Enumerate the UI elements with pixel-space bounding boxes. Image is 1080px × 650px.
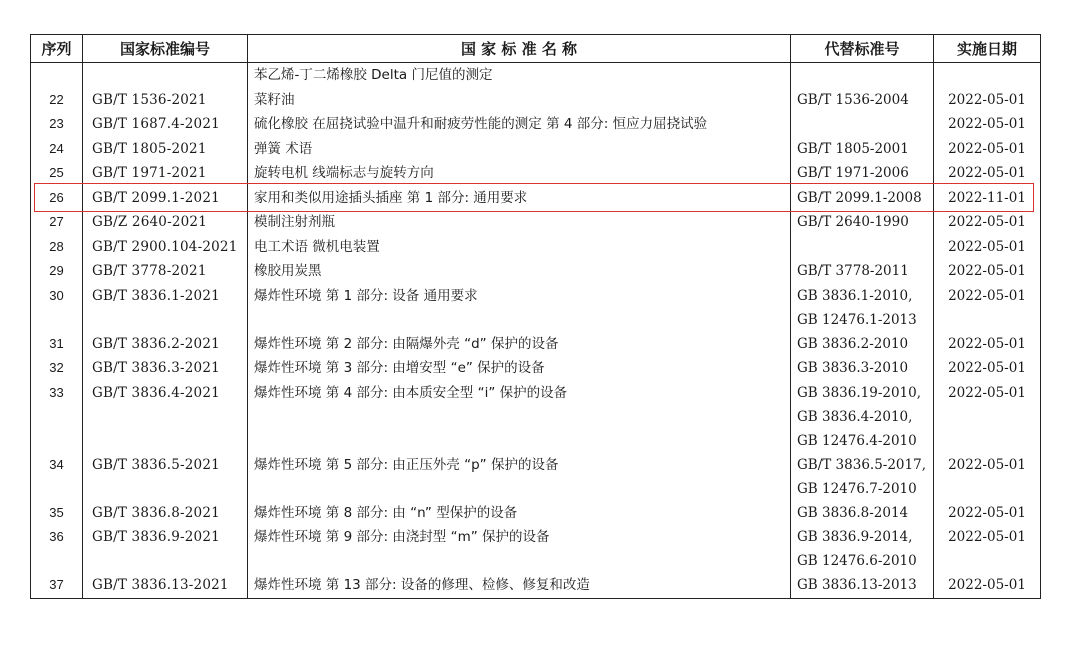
cell-standard-name: 硫化橡胶 在屈挠试验中温升和耐疲劳性能的测定 第 4 部分: 恒应力屈挠试验 <box>248 112 791 137</box>
standards-table <box>30 34 1041 599</box>
header-implementation-date: 实施日期 <box>934 35 1041 63</box>
cell-seq: 32 <box>31 356 83 381</box>
cell-implementation-date: 2022-05-01 <box>934 210 1041 235</box>
cell-standard-name: 爆炸性环境 第 1 部分: 设备 通用要求 <box>248 284 791 332</box>
cell-seq: 33 <box>31 381 83 453</box>
table-row <box>31 63 1041 88</box>
replaced-standard-line: GB 12476.6-2010 <box>797 553 917 569</box>
cell-standard-code: GB/T 3836.3-2021 <box>83 356 248 381</box>
cell-implementation-date: 2022-05-01 <box>934 88 1041 113</box>
cell-implementation-date: 2022-05-01 <box>934 112 1041 137</box>
cell-standard-code: GB/T 1971-2021 <box>83 161 248 186</box>
replaced-standard-line: GB 12476.7-2010 <box>797 480 917 497</box>
table-row <box>31 259 1041 284</box>
cell-implementation-date: 2022-05-01 <box>934 453 1041 501</box>
cell-standard-code: GB/T 2900.104-2021 <box>83 235 248 260</box>
cell-standard-name: 弹簧 术语 <box>248 137 791 162</box>
cell-replaced-standard <box>791 356 934 381</box>
cell-standard-code: GB/T 3836.8-2021 <box>83 501 248 526</box>
cell-replaced-standard <box>791 210 934 235</box>
table-row <box>31 356 1041 381</box>
replaced-standard-line: GB 3836.2-2010 <box>797 335 909 352</box>
replaced-standard-line: GB 3836.13-2013 <box>797 577 917 593</box>
cell-seq: 28 <box>31 235 83 260</box>
cell-replaced-standard <box>791 63 934 88</box>
cell-replaced-standard <box>791 381 934 453</box>
cell-standard-code: GB/T 2099.1-2021 <box>83 186 248 211</box>
cell-seq: 37 <box>31 573 83 598</box>
cell-seq <box>31 63 83 88</box>
cell-standard-name: 爆炸性环境 第 5 部分: 由正压外壳 “p” 保护的设备 <box>248 453 791 501</box>
cell-implementation-date: 2022-05-01 <box>934 259 1041 284</box>
replaced-standard-line: GB 3836.9-2014, <box>797 529 913 545</box>
replaced-standard-line: GB/T 2099.1-2008 <box>797 189 922 206</box>
cell-replaced-standard <box>791 525 934 573</box>
table-body <box>31 63 1041 599</box>
table-row <box>31 161 1041 186</box>
table-row <box>31 501 1041 526</box>
table-row <box>31 332 1041 357</box>
cell-standard-name: 爆炸性环境 第 8 部分: 由 “n” 型保护的设备 <box>248 501 791 526</box>
cell-replaced-standard <box>791 88 934 113</box>
cell-seq: 22 <box>31 88 83 113</box>
replaced-standard-line: GB 3836.1-2010, <box>797 287 913 304</box>
cell-standard-name: 家用和类似用途插头插座 第 1 部分: 通用要求 <box>248 186 791 211</box>
cell-standard-code: GB/T 3836.4-2021 <box>83 381 248 453</box>
table-row <box>31 210 1041 235</box>
cell-replaced-standard <box>791 332 934 357</box>
standards-table-container <box>30 34 1040 599</box>
cell-standard-code: GB/Z 2640-2021 <box>83 210 248 235</box>
table-row <box>31 186 1041 211</box>
cell-seq: 26 <box>31 186 83 211</box>
replaced-standard-line: GB/T 3778-2011 <box>797 263 909 279</box>
cell-implementation-date: 2022-05-01 <box>934 381 1041 453</box>
cell-implementation-date: 2022-11-01 <box>934 186 1041 211</box>
cell-replaced-standard <box>791 137 934 162</box>
cell-seq: 24 <box>31 137 83 162</box>
cell-standard-code: GB/T 3778-2021 <box>83 259 248 284</box>
cell-standard-name: 爆炸性环境 第 13 部分: 设备的修理、检修、修复和改造 <box>248 573 791 598</box>
cell-standard-code: GB/T 1687.4-2021 <box>83 112 248 137</box>
cell-replaced-standard <box>791 573 934 598</box>
table-row <box>31 381 1041 453</box>
cell-seq: 36 <box>31 525 83 573</box>
cell-standard-name: 橡胶用炭黑 <box>248 259 791 284</box>
cell-standard-code: GB/T 3836.9-2021 <box>83 525 248 573</box>
replaced-standard-line: GB/T 2640-1990 <box>797 214 909 230</box>
header-standard-code: 国家标准编号 <box>83 35 248 63</box>
cell-standard-name: 爆炸性环境 第 3 部分: 由增安型 “e” 保护的设备 <box>248 356 791 381</box>
cell-implementation-date: 2022-05-01 <box>934 525 1041 573</box>
cell-seq: 34 <box>31 453 83 501</box>
cell-standard-name: 模制注射剂瓶 <box>248 210 791 235</box>
replaced-standard-line: GB 3836.4-2010, <box>797 408 913 425</box>
replaced-standard-line: GB 3836.3-2010 <box>797 360 909 376</box>
cell-implementation-date: 2022-05-01 <box>934 161 1041 186</box>
cell-standard-name: 爆炸性环境 第 2 部分: 由隔爆外壳 “d” 保护的设备 <box>248 332 791 357</box>
cell-seq: 27 <box>31 210 83 235</box>
table-row <box>31 88 1041 113</box>
cell-implementation-date: 2022-05-01 <box>934 356 1041 381</box>
cell-standard-code: GB/T 3836.13-2021 <box>83 573 248 598</box>
cell-seq: 31 <box>31 332 83 357</box>
cell-replaced-standard <box>791 284 934 332</box>
cell-standard-code: GB/T 3836.1-2021 <box>83 284 248 332</box>
cell-standard-name: 菜籽油 <box>248 88 791 113</box>
header-seq: 序列 <box>31 35 83 63</box>
cell-seq: 23 <box>31 112 83 137</box>
header-replaced-standard: 代替标准号 <box>791 35 934 63</box>
cell-standard-code: GB/T 3836.2-2021 <box>83 332 248 357</box>
cell-standard-name: 苯乙烯-丁二烯橡胶 Delta 门尼值的测定 <box>248 63 791 88</box>
cell-implementation-date <box>934 63 1041 88</box>
cell-seq: 25 <box>31 161 83 186</box>
cell-standard-code <box>83 63 248 88</box>
table-row <box>31 235 1041 260</box>
table-row <box>31 525 1041 573</box>
cell-implementation-date: 2022-05-01 <box>934 235 1041 260</box>
cell-implementation-date: 2022-05-01 <box>934 501 1041 526</box>
cell-seq: 35 <box>31 501 83 526</box>
cell-implementation-date: 2022-05-01 <box>934 573 1041 598</box>
replaced-standard-line: GB/T 1536-2004 <box>797 91 909 108</box>
replaced-standard-line: GB/T 3836.5-2017, <box>797 456 926 473</box>
table-row <box>31 137 1041 162</box>
cell-replaced-standard <box>791 501 934 526</box>
cell-implementation-date: 2022-05-01 <box>934 284 1041 332</box>
cell-implementation-date: 2022-05-01 <box>934 332 1041 357</box>
cell-implementation-date: 2022-05-01 <box>934 137 1041 162</box>
cell-standard-name: 电工术语 微机电装置 <box>248 235 791 260</box>
replaced-standard-line: GB/T 1805-2001 <box>797 140 909 157</box>
replaced-standard-line: GB 12476.1-2013 <box>797 311 917 328</box>
cell-replaced-standard <box>791 161 934 186</box>
cell-standard-code: GB/T 3836.5-2021 <box>83 453 248 501</box>
cell-seq: 30 <box>31 284 83 332</box>
cell-standard-name: 旋转电机 线端标志与旋转方向 <box>248 161 791 186</box>
replaced-standard-line: GB 12476.4-2010 <box>797 432 917 449</box>
cell-standard-code: GB/T 1536-2021 <box>83 88 248 113</box>
cell-seq: 29 <box>31 259 83 284</box>
cell-replaced-standard <box>791 259 934 284</box>
table-row <box>31 112 1041 137</box>
cell-standard-name: 爆炸性环境 第 4 部分: 由本质安全型 “i” 保护的设备 <box>248 381 791 453</box>
cell-replaced-standard <box>791 235 934 260</box>
cell-standard-code: GB/T 1805-2021 <box>83 137 248 162</box>
table-header-row <box>31 35 1041 63</box>
replaced-standard-line: GB 3836.19-2010, <box>797 384 922 401</box>
header-standard-name: 国 家 标 准 名 称 <box>248 35 791 63</box>
replaced-standard-line: GB/T 1971-2006 <box>797 165 909 181</box>
cell-replaced-standard <box>791 453 934 501</box>
table-row <box>31 573 1041 598</box>
replaced-standard-line: GB 3836.8-2014 <box>797 504 909 521</box>
cell-replaced-standard <box>791 186 934 211</box>
cell-replaced-standard <box>791 112 934 137</box>
table-row <box>31 453 1041 501</box>
cell-standard-name: 爆炸性环境 第 9 部分: 由浇封型 “m” 保护的设备 <box>248 525 791 573</box>
table-row <box>31 284 1041 332</box>
